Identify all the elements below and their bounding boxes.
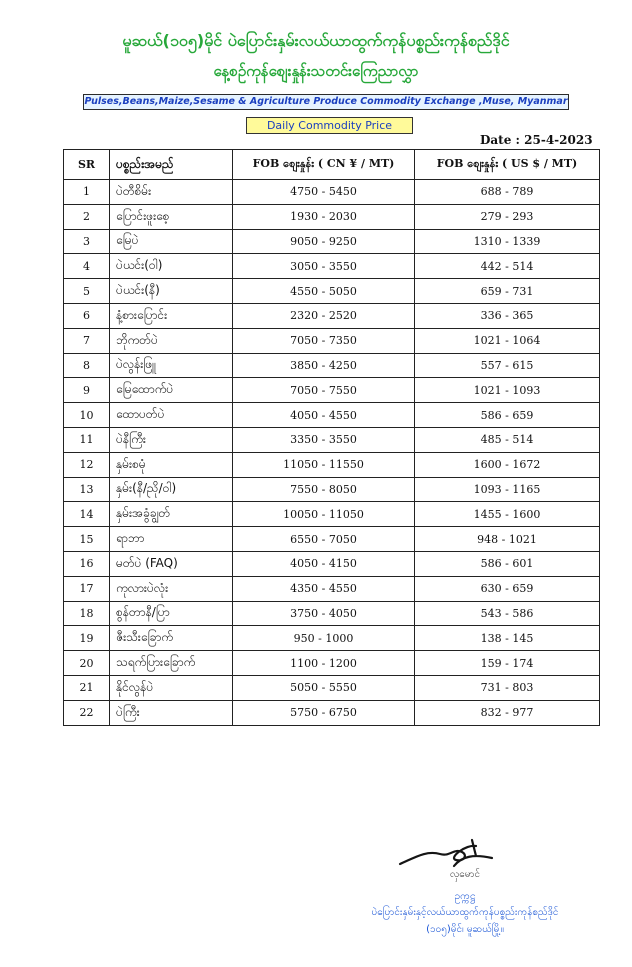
cell-item-name: ပဲကြီး [110, 700, 233, 725]
table-row [64, 328, 600, 353]
column-header-fob-cny: FOB စျေးနှုန်း ( CN ¥ / MT) [233, 150, 415, 180]
cell-item-name: ပဲယင်း(ဝါ) [110, 254, 233, 279]
cell-price-usd: 543 - 586 [415, 601, 600, 626]
cell-sr: 19 [64, 626, 110, 651]
cell-item-name: သရက်ပြားခြောက် [110, 651, 233, 676]
column-header-sr: SR [64, 150, 110, 180]
cell-price-usd: 485 - 514 [415, 427, 600, 452]
cell-item-name: နှမ်းစမုံ [110, 452, 233, 477]
signer-title: ဥက္ကဋ္ဌ [454, 891, 476, 902]
column-header-item-name: ပစ္စည်းအမည် [110, 150, 233, 180]
cell-sr: 14 [64, 502, 110, 527]
cell-price-cny: 10050 - 11050 [233, 502, 415, 527]
cell-price-usd: 1093 - 1165 [415, 477, 600, 502]
cell-price-cny: 3850 - 4250 [233, 353, 415, 378]
cell-item-name: ဇီးသီးခြောက် [110, 626, 233, 651]
cell-price-usd: 1021 - 1064 [415, 328, 600, 353]
cell-sr: 16 [64, 551, 110, 576]
header-title-line2: နေ့စဉ်ကုန်စျေးနှုန်းသတင်းကြေညာလွှာ [213, 62, 419, 80]
cell-item-name: မတ်ပဲ (FAQ) [110, 551, 233, 576]
cell-sr: 17 [64, 576, 110, 601]
cell-price-cny: 6550 - 7050 [233, 527, 415, 552]
cell-price-cny: 5750 - 6750 [233, 700, 415, 725]
price-table [63, 149, 600, 726]
cell-item-name: နှမ်းအခွံချွတ် [110, 502, 233, 527]
table-row [64, 229, 600, 254]
cell-price-cny: 4050 - 4150 [233, 551, 415, 576]
table-row [64, 403, 600, 428]
table-row [64, 254, 600, 279]
cell-price-usd: 630 - 659 [415, 576, 600, 601]
cell-price-cny: 4750 - 5450 [233, 180, 415, 205]
cell-price-usd: 336 - 365 [415, 303, 600, 328]
cell-item-name: ဘိုကတ်ပဲ [110, 328, 233, 353]
table-row [64, 502, 600, 527]
table-row [64, 651, 600, 676]
cell-price-usd: 688 - 789 [415, 180, 600, 205]
cell-price-usd: 557 - 615 [415, 353, 600, 378]
report-date: Date : 25-4-2023 [480, 133, 593, 147]
table-row [64, 452, 600, 477]
cell-price-cny: 1100 - 1200 [233, 651, 415, 676]
cell-price-cny: 2320 - 2520 [233, 303, 415, 328]
cell-price-cny: 4350 - 4550 [233, 576, 415, 601]
cell-price-usd: 586 - 601 [415, 551, 600, 576]
footer-organization-line2: (၁၀၅)မိုင်၊ မူဆယ်မြို့။ [426, 924, 504, 935]
cell-item-name: မြေထောက်ပဲ [110, 378, 233, 403]
table-row [64, 303, 600, 328]
cell-price-cny: 3050 - 3550 [233, 254, 415, 279]
cell-price-usd: 731 - 803 [415, 675, 600, 700]
cell-price-cny: 9050 - 9250 [233, 229, 415, 254]
organization-english-name: Pulses,Beans,Maize,Sesame & Agriculture Produce Commodity Exchange ,Muse, Myanmar [83, 94, 569, 110]
cell-price-usd: 1021 - 1093 [415, 378, 600, 403]
table-row [64, 576, 600, 601]
cell-sr: 15 [64, 527, 110, 552]
cell-price-cny: 3350 - 3550 [233, 427, 415, 452]
table-row [64, 601, 600, 626]
header-title-line1: မူဆယ်(၁၀၅)မိုင် ပဲပြောင်းနှမ်းလယ်ယာထွက်ကုန်ပစ္စည်းကုန်စည်ဒိုင် [122, 31, 510, 50]
table-row [64, 551, 600, 576]
cell-sr: 12 [64, 452, 110, 477]
column-header-fob-usd: FOB စျေးနှုန်း ( US $ / MT) [415, 150, 600, 180]
cell-sr: 7 [64, 328, 110, 353]
cell-sr: 9 [64, 378, 110, 403]
cell-item-name: နံ့စားပြောင်း [110, 303, 233, 328]
cell-price-cny: 7050 - 7550 [233, 378, 415, 403]
cell-price-usd: 586 - 659 [415, 403, 600, 428]
table-body [64, 180, 600, 726]
table-row [64, 204, 600, 229]
cell-item-name: ပဲတီစိမ်း [110, 180, 233, 205]
cell-sr: 5 [64, 279, 110, 304]
table-row [64, 378, 600, 403]
cell-item-name: ထောပတ်ပဲ [110, 403, 233, 428]
cell-item-name: စွန်တာနီ/ပြာ [110, 601, 233, 626]
cell-price-cny: 3750 - 4050 [233, 601, 415, 626]
cell-sr: 2 [64, 204, 110, 229]
table-row [64, 626, 600, 651]
cell-sr: 20 [64, 651, 110, 676]
cell-price-usd: 832 - 977 [415, 700, 600, 725]
table-row [64, 279, 600, 304]
table-row [64, 427, 600, 452]
cell-sr: 6 [64, 303, 110, 328]
signer-name: လှမောင် [449, 869, 481, 880]
cell-price-usd: 1600 - 1672 [415, 452, 600, 477]
cell-price-cny: 950 - 1000 [233, 626, 415, 651]
cell-sr: 4 [64, 254, 110, 279]
cell-price-cny: 5050 - 5550 [233, 675, 415, 700]
daily-commodity-price-label: Daily Commodity Price [246, 117, 413, 134]
cell-price-usd: 1455 - 1600 [415, 502, 600, 527]
cell-price-cny: 11050 - 11550 [233, 452, 415, 477]
table-row [64, 675, 600, 700]
cell-item-name: ကုလားပဲလုံး [110, 576, 233, 601]
cell-sr: 22 [64, 700, 110, 725]
cell-price-usd: 138 - 145 [415, 626, 600, 651]
cell-item-name: ပဲလွန်းဖြူ [110, 353, 233, 378]
cell-item-name: ပဲယင်း(နီ) [110, 279, 233, 304]
cell-price-usd: 279 - 293 [415, 204, 600, 229]
cell-price-cny: 7050 - 7350 [233, 328, 415, 353]
cell-price-cny: 1930 - 2030 [233, 204, 415, 229]
table-row [64, 700, 600, 725]
cell-sr: 1 [64, 180, 110, 205]
table-row [64, 477, 600, 502]
cell-item-name: နိုင်လွန်ပဲ [110, 675, 233, 700]
signature-mark [396, 836, 496, 870]
table-row [64, 527, 600, 552]
table-row [64, 180, 600, 205]
cell-price-usd: 948 - 1021 [415, 527, 600, 552]
cell-sr: 13 [64, 477, 110, 502]
table-header-row [64, 150, 600, 180]
cell-item-name: ပဲနီကြီး [110, 427, 233, 452]
table-row [64, 353, 600, 378]
cell-item-name: နှမ်း(နီ/ညို/ဝါ) [110, 477, 233, 502]
cell-sr: 11 [64, 427, 110, 452]
cell-sr: 8 [64, 353, 110, 378]
cell-price-cny: 4550 - 5050 [233, 279, 415, 304]
cell-price-usd: 159 - 174 [415, 651, 600, 676]
footer-organization-line1: ပဲပြောင်းနှမ်းနှင့်လယ်ယာထွက်ကုန်ပစ္စည်းကုန်စည်ဒိုင် [371, 907, 559, 918]
cell-item-name: ရာဘာ [110, 527, 233, 552]
cell-sr: 18 [64, 601, 110, 626]
cell-sr: 21 [64, 675, 110, 700]
cell-price-cny: 7550 - 8050 [233, 477, 415, 502]
cell-sr: 3 [64, 229, 110, 254]
cell-price-usd: 1310 - 1339 [415, 229, 600, 254]
cell-price-usd: 442 - 514 [415, 254, 600, 279]
cell-item-name: ပြောင်းဖူးစေ့ [110, 204, 233, 229]
cell-price-cny: 4050 - 4550 [233, 403, 415, 428]
cell-sr: 10 [64, 403, 110, 428]
cell-price-usd: 659 - 731 [415, 279, 600, 304]
cell-item-name: မြေပဲ [110, 229, 233, 254]
